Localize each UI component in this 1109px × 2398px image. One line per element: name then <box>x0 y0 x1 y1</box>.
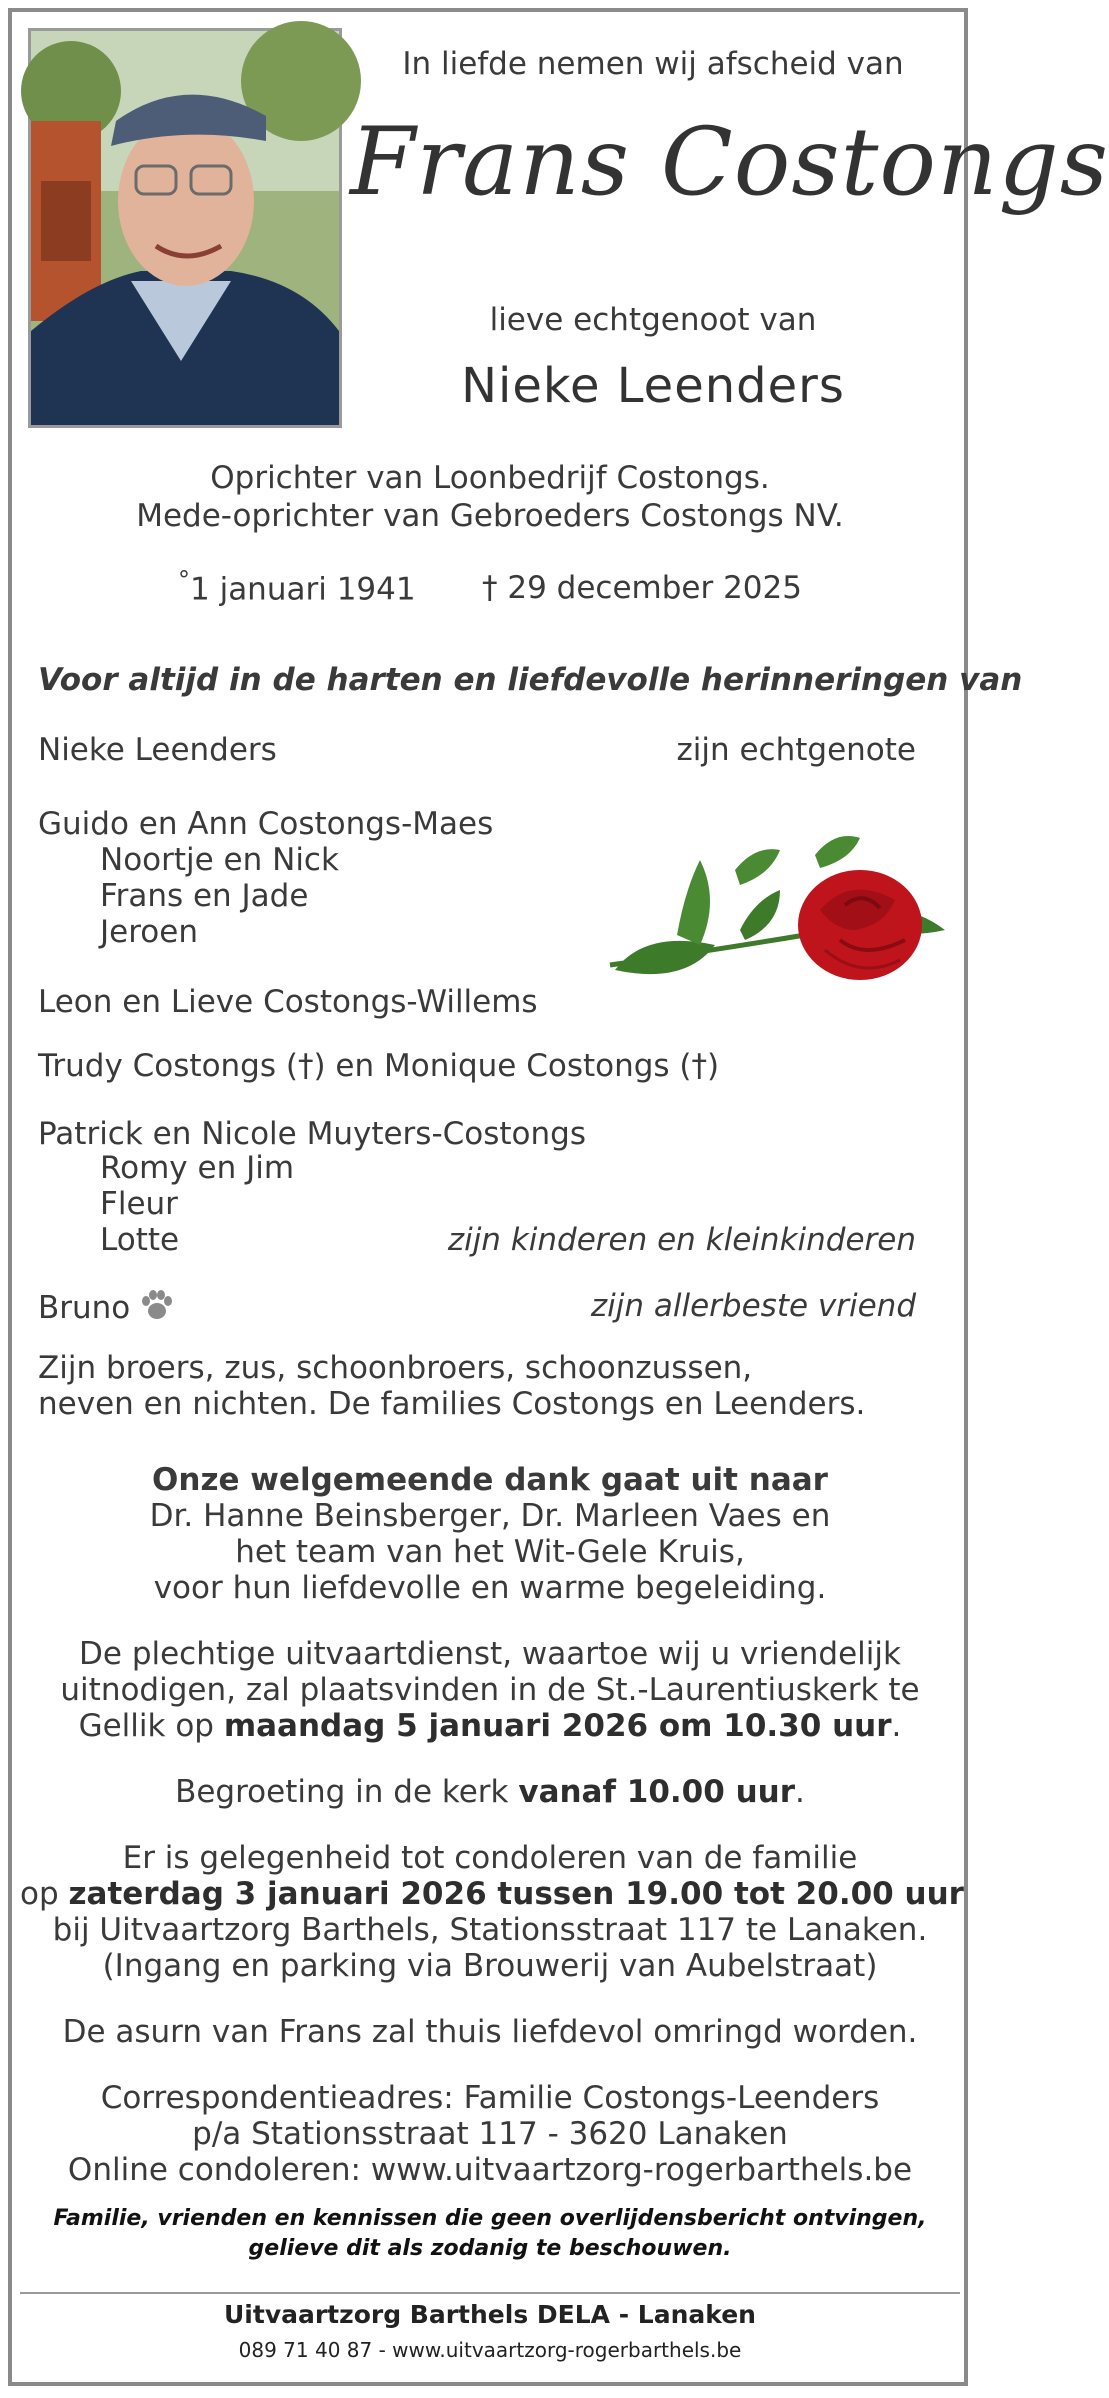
child-3: Trudy Costongs (†) en Monique Costongs (†) <box>38 1048 720 1084</box>
child-2: Leon en Lieve Costongs-Willems <box>38 984 538 1020</box>
birth-date-text: 1 januari 1941 <box>190 571 416 608</box>
condolence-line-2 <box>20 1876 964 1912</box>
children-role: zijn kinderen en kleinkinderen <box>447 1222 916 1258</box>
urn-line: De asurn van Frans zal thuis liefdevol omringd worden. <box>62 2014 918 2050</box>
condolence-date: zaterdag 3 januari 2026 tussen 19.00 tot 20.00 uur <box>68 1876 964 1912</box>
grandchild-1c: Jeroen <box>100 914 198 950</box>
condolence-line-2-pre: op <box>20 1876 69 1912</box>
correspondence-line-1: Correspondentieadres: Familie Costongs-Leenders <box>100 2080 880 2116</box>
service-line-3-pre: Gellik op <box>78 1708 224 1744</box>
thanks-line-2: het team van het Wit-Gele Kruis, <box>235 1534 745 1570</box>
footer-divider <box>20 2292 960 2294</box>
deceased-name: Frans Costongs <box>350 108 1109 217</box>
relatives-line-1: Zijn broers, zus, schoonbroers, schoonzussen, <box>38 1350 753 1386</box>
service-line-3 <box>20 1708 960 1744</box>
friend-entry <box>38 1288 174 1326</box>
spouse-entry: Nieke Leenders <box>38 732 277 768</box>
condolence-line-3: bij Uitvaartzorg Barthels, Stationsstraat 117 te Lanaken. <box>52 1912 928 1948</box>
spouse-role: zijn echtgenote <box>676 732 916 768</box>
grandchild-1b: Frans en Jade <box>100 878 309 914</box>
service-line-2: uitnodigen, zal plaatsvinden in de St.-Laurentiuskerk te <box>60 1672 920 1708</box>
friend-role: zijn allerbeste vriend <box>590 1288 916 1324</box>
grandchild-1a: Noortje en Nick <box>100 842 339 878</box>
thanks-line-1: Dr. Hanne Beinsberger, Dr. Marleen Vaes en <box>149 1498 831 1534</box>
portrait-illustration <box>31 31 339 425</box>
intro-text: In liefde nemen wij afscheid van <box>402 46 904 82</box>
friend-name: Bruno <box>38 1290 131 1326</box>
death-symbol: † <box>482 570 498 606</box>
service-line-3-post: . <box>891 1708 902 1744</box>
greeting-line <box>20 1774 960 1810</box>
spouse-intro: lieve echtgenoot van <box>489 302 817 338</box>
child-4: Patrick en Nicole Muyters-Costongs <box>38 1116 586 1152</box>
death-date <box>482 570 802 606</box>
greeting-post: . <box>795 1774 805 1810</box>
thanks-line-3: voor hun liefdevolle en warme begeleiding. <box>153 1570 827 1606</box>
red-rose-image <box>605 830 950 1010</box>
condolence-line-1: Er is gelegenheid tot condoleren van de familie <box>122 1840 858 1876</box>
service-date: maandag 5 januari 2026 om 10.30 uur <box>223 1708 892 1744</box>
correspondence-line-2: p/a Stationsstraat 117 - 3620 Lanaken <box>192 2116 788 2152</box>
child-1: Guido en Ann Costongs-Maes <box>38 806 494 842</box>
grandchild-4a: Romy en Jim <box>100 1150 295 1186</box>
notice-line-1: Familie, vrienden en kennissen die geen overlijdensbericht ontvingen, <box>53 2206 927 2231</box>
service-line-1: De plechtige uitvaartdienst, waartoe wij u vriendelijk <box>79 1636 901 1672</box>
funeral-home-name: Uitvaartzorg Barthels DELA - Lanaken <box>224 2300 756 2329</box>
thanks-heading: Onze welgemeende dank gaat uit naar <box>152 1462 828 1498</box>
bio-line-2: Mede-oprichter van Gebroeders Costongs NV. <box>136 498 844 534</box>
funeral-home-contact: 089 71 40 87 - www.uitvaartzorg-rogerbarthels.be <box>238 2338 742 2362</box>
greeting-pre: Begroeting in de kerk <box>175 1774 519 1810</box>
condolence-line-4: (Ingang en parking via Brouwerij van Aubelstraat) <box>102 1948 878 1984</box>
bio-line-1: Oprichter van Loonbedrijf Costongs. <box>210 460 770 496</box>
portrait-photo <box>28 28 342 428</box>
paw-icon <box>140 1288 174 1322</box>
family-heading: Voor altijd in de harten en liefdevolle herinneringen van <box>38 662 1023 698</box>
death-date-text: 29 december 2025 <box>507 570 802 606</box>
grandchild-4b: Fleur <box>100 1186 178 1222</box>
notice-line-2: gelieve dit als zodanig te beschouwen. <box>248 2236 732 2261</box>
greeting-time: vanaf 10.00 uur <box>518 1774 796 1810</box>
correspondence-line-3: Online condoleren: www.uitvaartzorg-rogerbarthels.be <box>67 2152 913 2188</box>
birth-symbol: ° <box>178 566 190 594</box>
grandchild-4c: Lotte <box>100 1222 180 1258</box>
birth-date <box>178 566 416 607</box>
spouse-name: Nieke Leenders <box>461 358 845 414</box>
relatives-line-2: neven en nichten. De families Costongs en Leenders. <box>38 1386 866 1422</box>
